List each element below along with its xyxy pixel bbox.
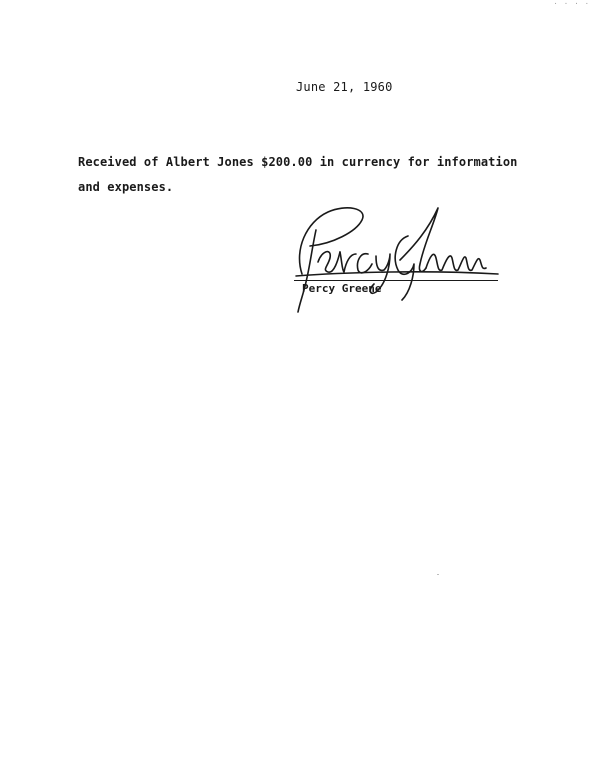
- signature-block: [288, 200, 508, 320]
- signatory-name: Percy Greene: [302, 282, 382, 295]
- scan-corner-marks: · · · ·: [553, 0, 590, 8]
- handwritten-signature: [288, 200, 508, 320]
- signature-line: [294, 280, 498, 281]
- document-date: June 21, 1960: [296, 80, 393, 94]
- scan-speck: [437, 574, 439, 575]
- receipt-text-line-2: and expenses.: [78, 180, 174, 194]
- receipt-text: [78, 150, 518, 200]
- receipt-text-line-1: Received of Albert Jones $200.00 in currency for information: [78, 155, 518, 169]
